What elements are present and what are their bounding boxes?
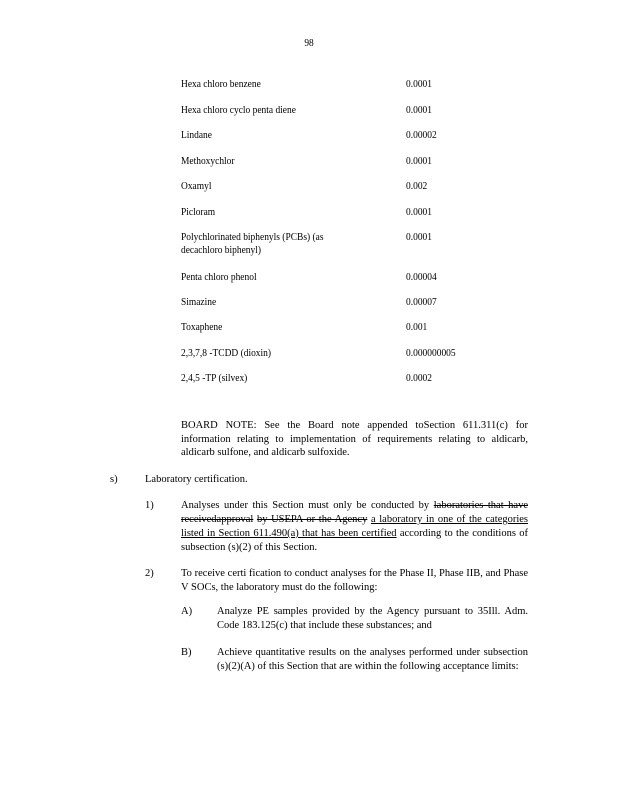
mcl-value: 0.001 — [406, 322, 428, 333]
item-1-text-a: Analyses under this Section must only be conducted by — [181, 500, 434, 511]
table-row — [181, 180, 511, 193]
table-row — [181, 104, 511, 117]
section-s-title: Laboratory certification. — [145, 474, 248, 485]
contaminant-name: 2,3,7,8 -TCDD (dioxin) — [181, 348, 272, 359]
contaminant-name: Hexa chloro cyclo penta diene — [181, 105, 296, 116]
item-1-text — [181, 499, 528, 555]
contaminant-name: Hexa chloro benzene — [181, 79, 261, 90]
contaminant-name: Simazine — [181, 297, 217, 308]
mcl-value: 0.0001 — [406, 232, 432, 243]
mcl-value: 0.00004 — [406, 272, 437, 283]
section-s-label: s) — [110, 474, 118, 485]
table-row — [181, 129, 511, 142]
item-1-struck-b: by USEPA or the Agency — [256, 514, 368, 525]
table-row — [181, 78, 511, 91]
contaminant-name: Methoxychlor — [181, 156, 235, 167]
mcl-value: 0.0001 — [406, 156, 432, 167]
mcl-value: 0.00002 — [406, 130, 437, 141]
item-2-text: To receive certi fication to conduct analyses for the Phase II, Phase IIB, and Phase V SOCs, the laboratory must do the following: — [181, 568, 528, 593]
mcl-value: 0.000000005 — [406, 348, 456, 359]
table-row — [181, 231, 511, 257]
table-row — [181, 271, 511, 284]
contaminant-name: Toxaphene — [181, 322, 223, 333]
mcl-value: 0.0001 — [406, 105, 432, 116]
item-1-underlined-a: a laboratory in one of the categories listed in Section 611.490(a) that has been certified — [181, 514, 529, 539]
table-row — [181, 155, 511, 168]
table-row — [181, 206, 511, 219]
table-row — [181, 321, 511, 334]
item-1-label: 1) — [145, 500, 154, 511]
contaminant-name: Oxamyl — [181, 181, 212, 192]
item-a-label: A) — [181, 606, 193, 617]
mcl-value: 0.0002 — [406, 373, 432, 384]
item-2-label: 2) — [145, 568, 154, 579]
mcl-value: 0.002 — [406, 181, 428, 192]
contaminant-name: Lindane — [181, 130, 212, 141]
mcl-value: 0.0001 — [406, 207, 432, 218]
table-row — [181, 347, 511, 360]
contaminant-name: Polychlorinated biphenyls (PCBs) (as decachloro biphenyl) — [181, 232, 324, 256]
contaminant-name: Picloram — [181, 207, 216, 218]
table-row — [181, 296, 511, 309]
mcl-value: 0.00007 — [406, 297, 437, 308]
item-1-text-d: according to the conditions of subsection (s)(2) of this Section. — [181, 528, 529, 553]
item-b-text: Achieve quantitative results on the analyses performed under subsection (s)(2)(A) of this Section that are within the following acceptance limits: — [217, 647, 528, 672]
mcl-value: 0.0001 — [406, 79, 432, 90]
table-row — [181, 372, 511, 385]
item-b-label: B) — [181, 647, 192, 658]
contaminant-name: Penta chloro phenol — [181, 272, 257, 283]
contaminant-name: 2,4,5 -TP (silvex) — [181, 373, 248, 384]
page-number: 98 — [304, 37, 314, 49]
item-1-struck-a: laboratories that have receivedapproval — [181, 500, 528, 525]
board-note: BOARD NOTE: See the Board note appended toSection 611.311(c) for information relating to implementation of requirements relating to aldicarb, aldicarb sulfone, and aldicarb sulfoxide. — [181, 420, 528, 458]
item-a-text: Analyze PE samples provided by the Agency pursuant to 35Ill. Adm. Code 183.125(c) that include these substances; and — [217, 606, 528, 631]
